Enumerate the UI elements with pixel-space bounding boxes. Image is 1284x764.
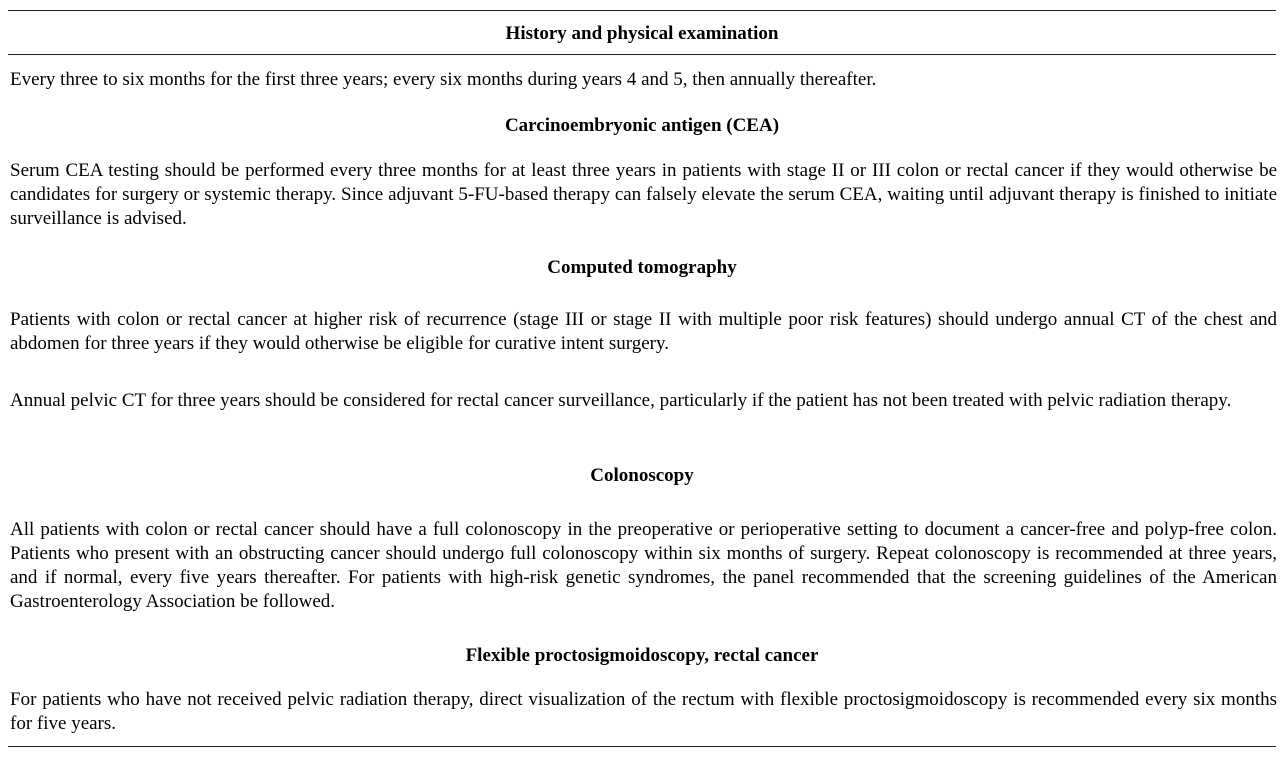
section-heading-cea: Carcinoembryonic antigen (CEA) [504, 115, 780, 136]
section-text-proctosigmoidoscopy: For patients who have not received pelvic radiation therapy, direct visualization of the rectum with flexible proctosigmoidoscopy is recommended every six months for five years. [10, 689, 1277, 734]
heading-underline-rule [8, 54, 1276, 55]
section-heading-ct: Computed tomography [547, 257, 737, 278]
section-text-ct-2: Annual pelvic CT for three years should be considered for rectal cancer surveillance, particularly if the patient has not been treated with pelvic radiation therapy. [10, 390, 1232, 411]
section-heading-history: History and physical examination [505, 23, 779, 44]
table-top-rule [8, 10, 1276, 11]
section-heading-colonoscopy: Colonoscopy [590, 465, 694, 486]
section-heading-proctosigmoidoscopy: Flexible proctosigmoidoscopy, rectal cancer [465, 645, 819, 666]
section-text-colonoscopy: All patients with colon or rectal cancer should have a full colonoscopy in the preoperative or perioperative setting to document a cancer-free and polyp-free colon. Patients who present with an obstructing cancer should undergo full colonoscopy within six months of surgery. Repeat colonoscopy is recommended at three years, and if normal, every five years thereafter. For patients with high-risk genetic syndromes, the panel recommended that the screening guidelines of the American Gastroenterology Association be followed. [10, 519, 1277, 612]
section-text-cea: Serum CEA testing should be performed every three months for at least three years in patients with stage II or III colon or rectal cancer if they would otherwise be candidates for surgery or systemic therapy. Since adjuvant 5-FU-based therapy can falsely elevate the serum CEA, waiting until adjuvant therapy is finished to initiate surveillance is advised. [10, 160, 1277, 229]
table-bottom-rule [8, 746, 1276, 747]
section-text-history: Every three to six months for the first three years; every six months during years 4 and 5, then annually thereafter. [10, 69, 877, 90]
section-text-ct-1: Patients with colon or rectal cancer at higher risk of recurrence (stage III or stage II with multiple poor risk features) should undergo annual CT of the chest and abdomen for three years if they would otherwise be eligible for curative intent surgery. [10, 309, 1277, 354]
